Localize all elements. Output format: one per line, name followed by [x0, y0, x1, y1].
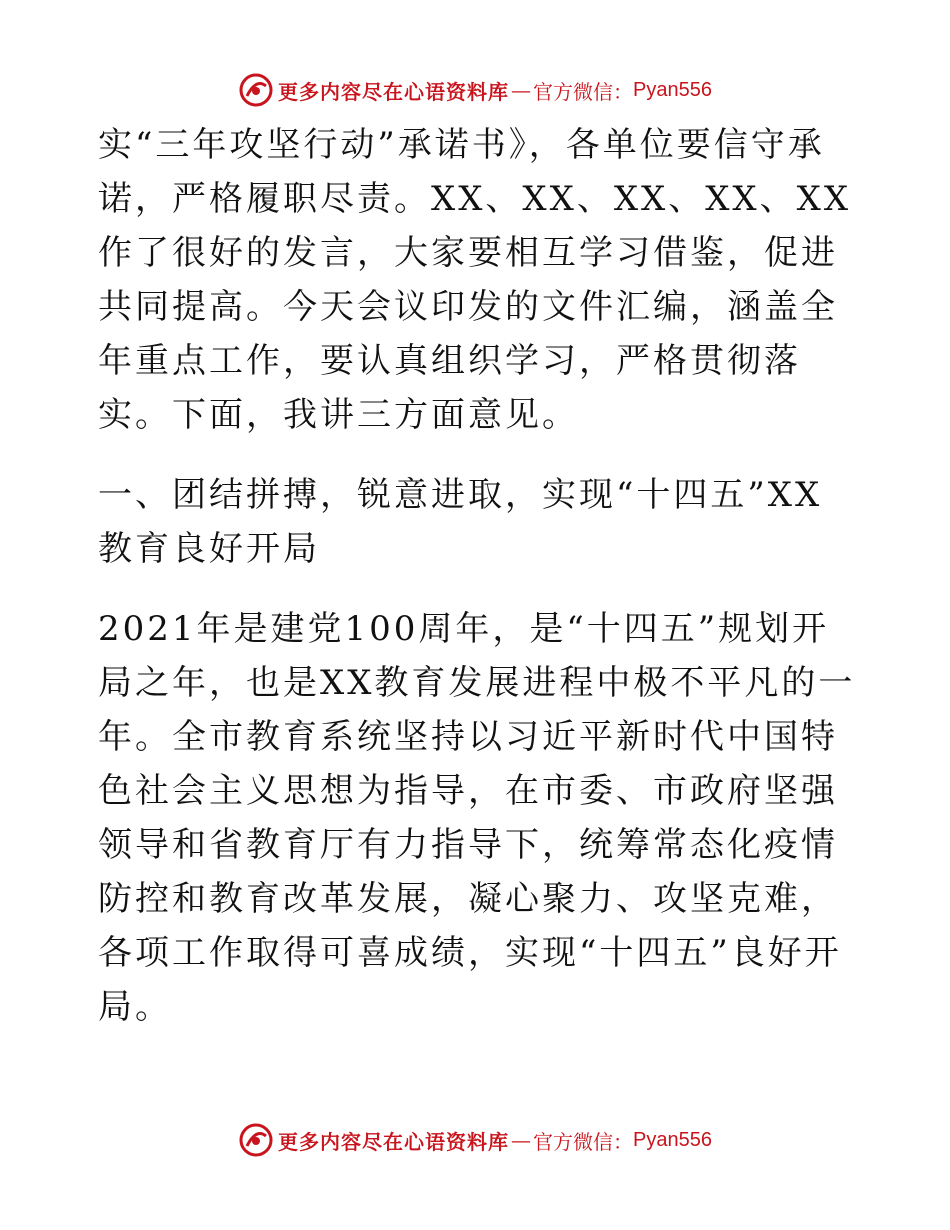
seal-logo-icon — [238, 72, 274, 108]
watermark-label: 官方微信： — [533, 79, 634, 104]
seal-logo-icon — [238, 1122, 274, 1158]
paragraph-body: 2021年是建党100周年，是“十四五”规划开局之年，也是XX教育发展进程中极不平凡的一年。全市教育系统坚持以习近平新时代中国特色社会主义思想为指导，在市委、市政府坚强领导和省教育厅有力指导下，统筹常态化疫情防控和教育改革发展，凝心聚力、攻坚克难，各项工作取得可喜成绩，实现“十四五”良好开局。 — [98, 609, 856, 1027]
watermark-separator: — — [511, 78, 532, 102]
watermark-account: Pyan556 — [633, 1128, 712, 1151]
section-heading: 一、团结拼搏，锐意进取，实现“十四五”XX教育良好开局 — [98, 475, 823, 569]
paragraph-continuation: 实“三年攻坚行动”承诺书》，各单位要信守承诺，严格履职尽责。XX、XX、XX、XX、XX作了很好的发言，大家要相互学习借鉴，促进共同提高。今天会议印发的文件汇编，涵盖全年重点工作，要认真组织学习，严格贯彻落实。下面，我讲三方面意见。 — [98, 125, 852, 435]
watermark-label: 官方微信： — [533, 1129, 634, 1154]
watermark-text: 更多内容尽在心语资料库 — [278, 1129, 510, 1154]
watermark-separator: — — [511, 1128, 532, 1152]
header-watermark — [0, 70, 950, 110]
document-body — [98, 118, 858, 1034]
watermark-account: Pyan556 — [633, 78, 712, 101]
footer-watermark — [0, 1120, 950, 1160]
watermark-text: 更多内容尽在心语资料库 — [278, 79, 510, 104]
